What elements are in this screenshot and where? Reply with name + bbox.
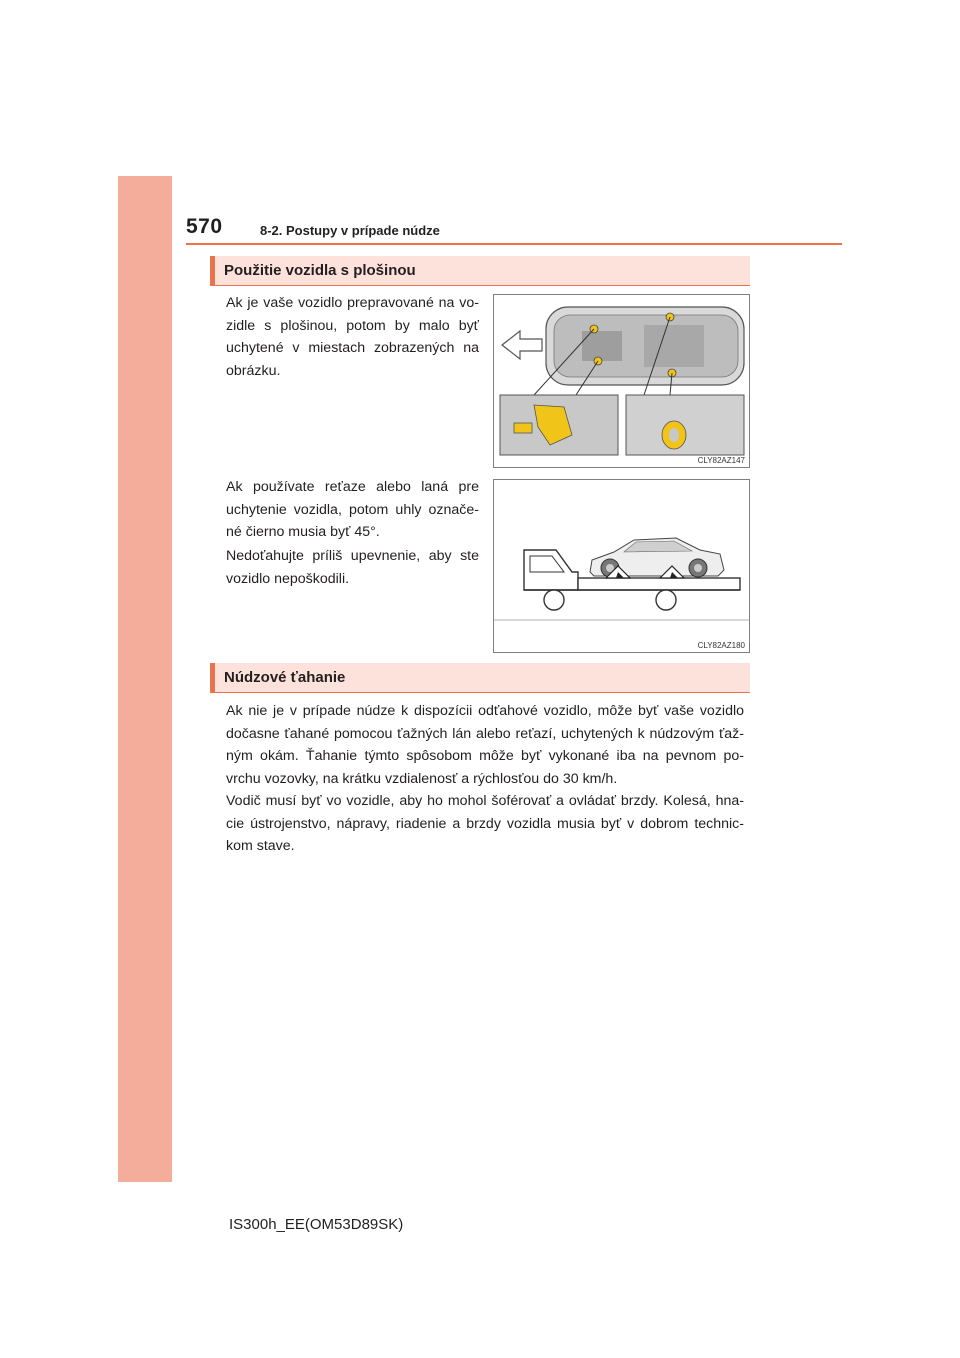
section-heading-text: Použitie vozidla s plošinou: [224, 262, 416, 279]
paragraph-chain-angle: Ak používate reťaze alebo laná pre uchytenie vozidla, potom uhly označe- né čierno musia byť 45°.: [226, 479, 479, 540]
paragraph-emergency-towing: Ak nie je v prípade núdze k dispozícii odťahové vozidlo, môže byť vaše vozidlo dočasne ťahané pomocou ťažných lán alebo reťazí, uchytených k núdzovým ťaž- ným okám. Ťahanie týmto spôsobom môže byť vykonané iba na pevnom po- vrchu vozovky, na krátku vzdialenosť a rýchlosťou do 30 km/h.: [226, 703, 744, 787]
heading-accent: [210, 663, 215, 692]
detail-rear-hook: [626, 395, 744, 455]
truck-wheel-front: [544, 590, 564, 610]
truck-bed: [578, 578, 740, 590]
chapter-side-tab: [118, 176, 172, 1182]
figure-code: CLY82AZ180: [697, 641, 745, 650]
paragraph-flatbed-intro: Ak je vaše vozidlo prepravované na vo- zidle s plošinou, potom by malo byť uchytené v miestach zobrazených na obrázku.: [226, 295, 479, 379]
figure-flatbed-transport: [493, 479, 750, 653]
truck-wheel-rear: [656, 590, 676, 610]
section-heading-flatbed: [210, 256, 750, 286]
front-direction-arrow-icon: [502, 331, 542, 359]
footer-model-code: IS300h_EE(OM53D89SK): [229, 1216, 404, 1233]
figure-code: CLY82AZ147: [697, 456, 745, 465]
tie-down-diagram: [494, 295, 749, 467]
section-heading-emergency-towing: [210, 663, 750, 693]
paragraph-driver-requirements: Vodič musí byť vo vozidle, aby ho mohol šoférovať a ovládať brzdy. Kolesá, hna- cie ústrojenstvo, nápravy, riadenie a brzdy vozidla musia byť v dobrom technic- kom stave.: [226, 793, 744, 854]
header-rule: [186, 243, 842, 245]
heading-accent: [210, 256, 215, 285]
figure-tie-down-points: [493, 294, 750, 468]
page-number: 570: [186, 215, 223, 238]
flatbed-diagram: [494, 480, 749, 652]
section-title: 8-2. Postupy v prípade núdze: [260, 223, 440, 238]
section-heading-text: Núdzové ťahanie: [224, 669, 346, 686]
paragraph-do-not-overtighten: Nedoťahujte príliš upevnenie, aby ste vozidlo nepoškodili.: [226, 548, 479, 587]
